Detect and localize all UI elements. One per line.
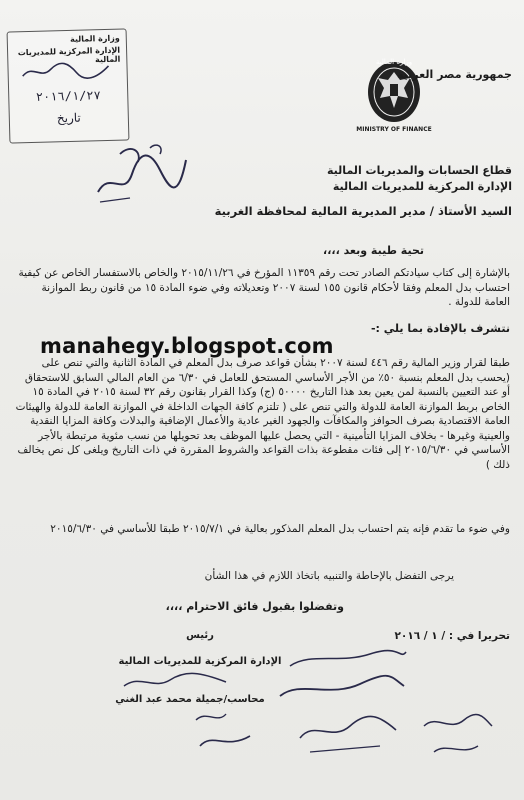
addressee: السيد الأستاذ / مدير المديرية المالية لمحافظة الغربية xyxy=(214,204,512,218)
paragraph-decree: طبقا لقرار وزير المالية رقم ٤٤٦ لسنة ٢٠٠٧ بشأن قواعد صرف بدل المعلم في المادة الثانية والتي تنص على (يحسب بدل المعلم بنسبة ٥٠٪ من الأجر الأساسي المستحق للعامل في ٦/٣٠ من العام المالي السابق للاستحقاق أو عند التعيين بالنسبة لمن يعين بعد هذا التاريخ ٥٠٠٠٠ (ج) وكذا القرار بقانون رقم ٣٢ لسنة ٢٠١٥ في المادة ١٥ الخاص بربط الموازنة العامة للدولة والتي تنص على ( تلتزم كافة الجهات الداخلة في الموازنة العامة للدولة والهيئات العامة الاقتصادية بصرف الحوافز والمكافآت والجهود الغير عادية والأعمال الإضافية والبدلات وكافة المزايا النقدية والعينية وغيرها - بخلاف المزايا التأمينية - التي يحصل عليها الموظف بعد تحويلها من نسب مئوية مرتبطة بالأجر الأساسي في ٢٠١٥/٦/٣٠ إلى فئات مقطوعة بذات القواعد والشروط المقررة في ذات التاريخ ويلغى كل نص يخالف ذلك ) xyxy=(15,357,510,471)
signature-department: الإدارة المركزية للمديريات المالية xyxy=(118,656,282,667)
stamp-date: ٢٠١٦/١/٢٧ xyxy=(35,88,101,104)
accountant-signature xyxy=(120,668,230,694)
paragraph-conclusion: وفي ضوء ما تقدم فإنه يتم احتساب بدل المعلم المذكور بعالية في ٢٠١٥/٧/١ طبقا للأساسي في ٢٠١٥/٦/٣٠ xyxy=(50,523,510,535)
logo-english-text: MINISTRY OF FINANCE xyxy=(356,126,432,133)
country-name: جمهورية مصر العربية xyxy=(397,68,512,81)
greeting: تحية طيبة وبعد ،،،، xyxy=(323,244,424,257)
incoming-stamp xyxy=(7,28,130,143)
signature-accountant: محاسب/جميلة محمد عبد الغني xyxy=(115,694,265,705)
issue-date: تحريرا في : / ١ / ٢٠١٦ xyxy=(394,630,510,642)
signature-title: رئيس xyxy=(186,630,214,641)
initials-right xyxy=(418,712,498,762)
stamp-handwritten-number xyxy=(18,58,114,84)
sector-name: قطاع الحسابات والمديريات المالية xyxy=(327,164,512,177)
central-administration: الإدارة المركزية للمديريات المالية xyxy=(332,180,512,193)
blog-watermark: manahegy.blogspot.com xyxy=(40,334,334,358)
stamp-department: الإدارة المركزية للمديريات المالية xyxy=(17,45,121,65)
official-signatures xyxy=(270,646,410,756)
paragraph-heading: نتشرف بالإفادة بما يلي :- xyxy=(370,322,510,335)
initials-left xyxy=(190,706,260,756)
paragraph-request: يرجى التفضل بالإحاطة والتنبيه باتخاذ اللازم في هذا الشأن xyxy=(204,570,454,582)
stamp-date-label: تاريخ xyxy=(56,110,81,126)
handwritten-annotation xyxy=(90,140,190,210)
logo-arabic-text: وزارة المالية xyxy=(375,58,413,66)
stamp-ministry: وزارة المالية xyxy=(69,33,120,44)
paragraph-reference: بالإشارة إلى كتاب سيادتكم الصادر تحت رقم ١١٣٥٩ المؤرخ في ٢٠١٥/١١/٢٦ والخاص بالاستفسار الخاص عن كيفية احتساب بدل المعلم وفقا لأحكام قانون ١٥٥ لسنة ٢٠٠٧ وتعديلاته وفي ضوء المادة ١٥ من قانون ربط الموازنة العامة للدولة . xyxy=(18,267,510,308)
closing-line: وتفضلوا بقبول فائق الاحترام ،،،، xyxy=(165,600,344,613)
